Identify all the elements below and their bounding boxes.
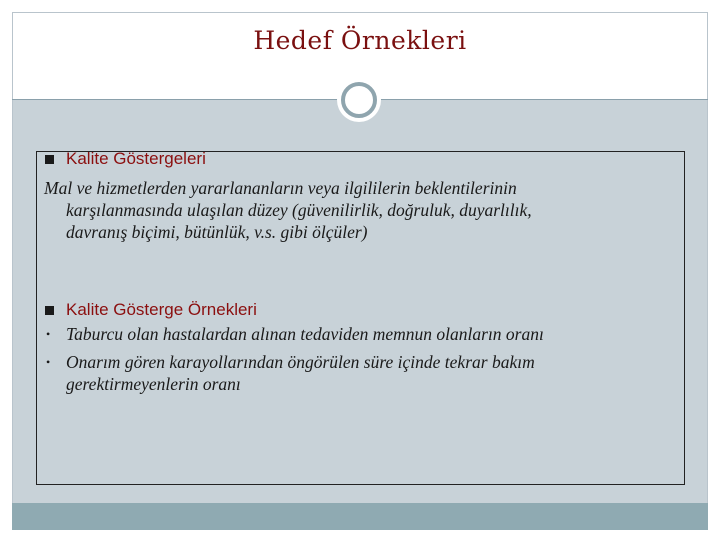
dot-bullet-icon: •: [46, 355, 51, 369]
circle-ring: [341, 82, 377, 118]
list-item: [44, 323, 684, 345]
square-bullet-icon: [45, 155, 54, 164]
list-item-text: Taburcu olan hastalardan alınan tedaviden memnun olanların oranı: [66, 324, 544, 344]
section-heading-quality-indicators: [45, 149, 206, 169]
definition-paragraph: [44, 177, 684, 243]
section-heading-indicator-examples: [45, 300, 257, 320]
square-bullet-icon: [45, 306, 54, 315]
slide-title: Hedef Örnekleri: [253, 26, 467, 55]
list-item-text: gerektirmeyenlerin oranı: [66, 374, 241, 394]
heading-text: Kalite Göstergeleri: [66, 149, 206, 168]
paragraph-line: davranış biçimi, bütünlük, v.s. gibi ölçüler): [66, 222, 368, 242]
footer-band: [12, 503, 708, 530]
list-item-text: Onarım gören karayollarından öngörülen süre içinde tekrar bakım: [66, 352, 535, 372]
heading-text: Kalite Gösterge Örnekleri: [66, 300, 257, 319]
paragraph-line: Mal ve hizmetlerden yararlananların veya ilgililerin beklentilerinin: [44, 178, 517, 198]
paragraph-line: karşılanmasında ulaşılan düzey (güvenilirlik, doğruluk, duyarlılık,: [66, 200, 532, 220]
dot-bullet-icon: •: [46, 327, 51, 341]
list-item: [44, 351, 684, 395]
